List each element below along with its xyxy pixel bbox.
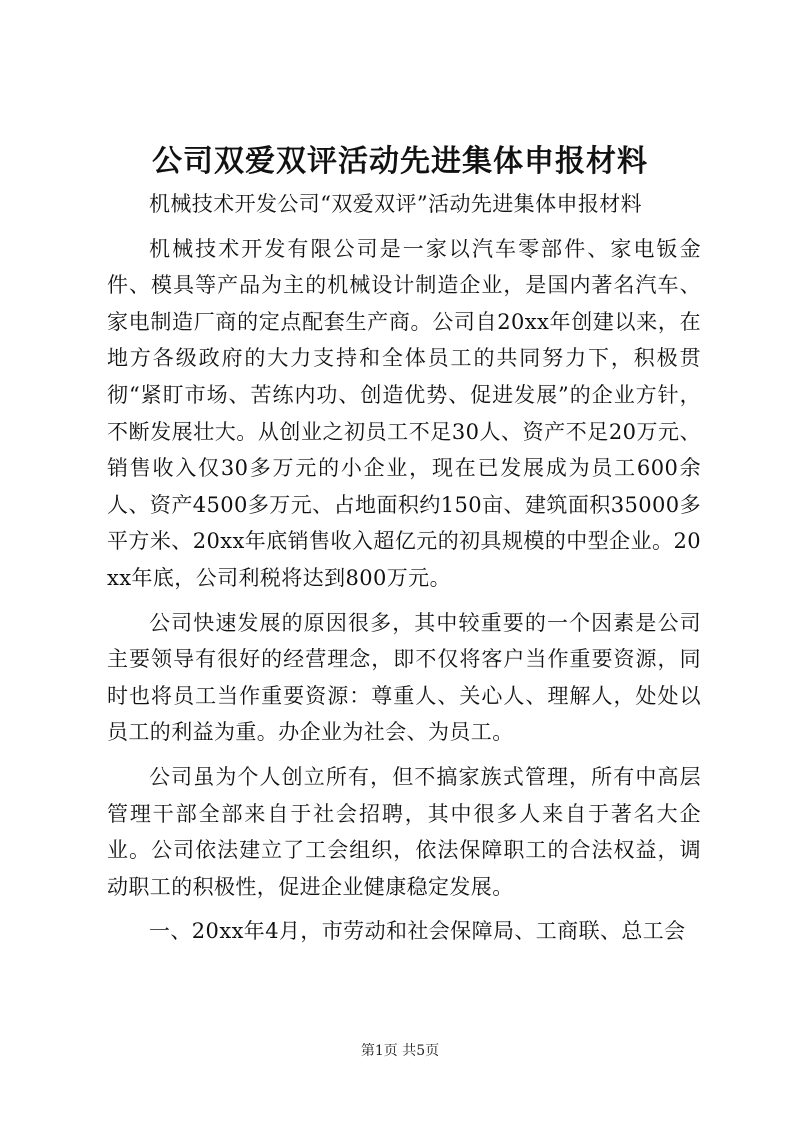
page-title: 公司双爱双评活动先进集体申报材料 [152,144,648,179]
management-paragraph: 公司虽为个人创立所有，但不搞家族式管理，所有中高层管理干部全部来自于社会招聘，其中很多人来自于著名大企业。公司依法建立了工会组织，依法保障职工的合法权益，调动职工的积极性，促进企业健康稳定发展。 [107,764,701,899]
development-reason-paragraph: 公司快速发展的原因很多，其中较重要的一个因素是公司主要领导有很好的经营理念，即不仅将客户当作重要资源，同时也将员工当作重要资源：尊重人、关心人、理解人，处处以员工的利益为重。办企业为社会、为员工。 [107,610,701,745]
company-intro-paragraph: 机械技术开发有限公司是一家以汽车零部件、家电钣金件、模具等产品为主的机械设计制造企业，是国内著名汽车、家电制造厂商的定点配套生产商。公司自20xx年创建以来，在地方各级政府的大力支持和全体员工的共同努力下，积极贯彻“紧盯市场、苦练内功、创造优势、促进发展”的企业方针，不断发展壮大。从创业之初员工不足30人、资产不足20万元、销售收入仅30多万元的小企业，现在已发展成为员工600余人、资产4500多万元、占地面积约150亩、建筑面积35000多平方米、20xx年底销售收入超亿元的初具规模的中型企业。20xx年底，公司利税将达到800万元。 [107,236,701,590]
page-number-footer: 第1页 共5页 [360,1043,440,1059]
subtitle-paragraph: 机械技术开发公司“双爱双评”活动先进集体申报材料 [149,192,643,216]
document-body [107,186,701,950]
event-paragraph: 一、20xx年4月，市劳动和社会保障局、工商联、总工会 [149,919,686,944]
